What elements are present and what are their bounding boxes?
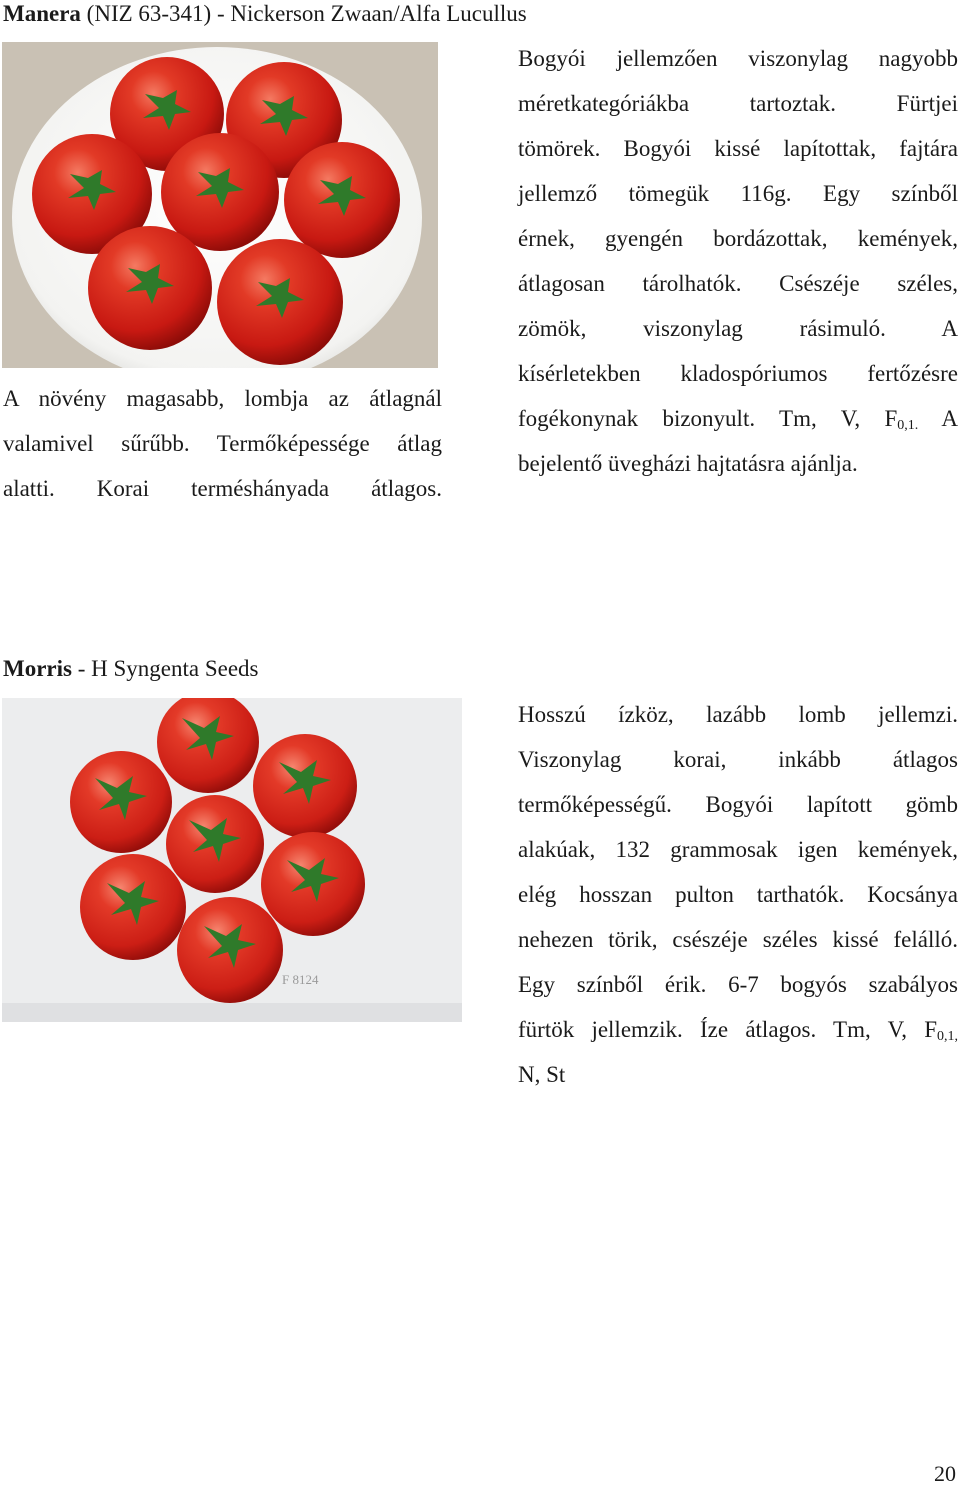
manera-resistance-text: fogékonynak bizonyult. Tm, V, F	[518, 406, 898, 431]
manera-desc-line: bejelentő üvegházi hajtatásra ajánlja.	[518, 451, 858, 476]
morris-description	[518, 692, 958, 1097]
morris-desc-line: elég hosszan pulton tarthatók. Kocsánya	[518, 882, 958, 907]
manera-desc-line: Bogyói jellemzően viszonylag nagyobb	[518, 46, 958, 71]
manera-subtitle: (NIZ 63-341) - Nickerson Zwaan/Alfa Lucullus	[80, 1, 527, 26]
morris-heading	[3, 655, 259, 683]
morris-resistance-line	[518, 1007, 958, 1052]
morris-photo-label: F 8124	[282, 972, 319, 987]
manera-desc-line: jellemző tömegük 116g. Egy színből	[518, 181, 958, 206]
manera-plant-line: valamivel sűrűbb. Termőképessége átlag	[3, 431, 442, 456]
manera-resistance-after: A	[918, 406, 959, 431]
manera-desc-line: tömörek. Bogyói kissé lapítottak, fajtára	[518, 136, 958, 161]
manera-description	[518, 36, 958, 486]
manera-resistance-sub: 0,1.	[897, 418, 919, 433]
manera-desc-line: zömök, viszonylag rásimuló. A	[518, 316, 958, 341]
manera-desc-line: érnek, gyengén bordázottak, kemények,	[518, 226, 958, 251]
morris-subtitle: - H Syngenta Seeds	[71, 656, 259, 681]
morris-desc-line: termőképességű. Bogyói lapított gömb	[518, 792, 958, 817]
morris-resistance-text: fürtök jellemzik. Íze átlagos. Tm, V, F	[518, 1017, 937, 1042]
page-number: 20	[934, 1461, 956, 1486]
morris-name: Morris	[3, 656, 72, 681]
morris-desc-line: Viszonylag korai, inkább átlagos	[518, 747, 958, 772]
manera-desc-line: átlagosan tárolhatók. Csészéje széles,	[518, 271, 958, 296]
morris-desc-line: Hosszú ízköz, lazább lomb jellemzi.	[518, 702, 958, 727]
morris-desc-line: Egy színből érik. 6-7 bogyós szabályos	[518, 972, 958, 997]
manera-plant-description	[3, 376, 442, 511]
morris-desc-line: N, St	[518, 1062, 566, 1087]
morris-desc-line: nehezen törik, csészéje széles kissé felálló.	[518, 927, 958, 952]
manera-plant-line: A növény magasabb, lombja az átlagnál	[3, 386, 442, 411]
manera-plant-line: alatti. Korai terméshányada átlagos.	[3, 476, 442, 501]
manera-desc-line: kísérletekben kladospóriumos fertőzésre	[518, 361, 958, 386]
morris-resistance-sub: 0,1,	[937, 1029, 958, 1044]
morris-desc-line: alakúak, 132 grammosak igen kemények,	[518, 837, 958, 862]
manera-photo	[2, 42, 438, 368]
manera-resistance-line	[518, 396, 958, 441]
manera-desc-line: méretkategóriákba tartoztak. Fürtjei	[518, 91, 958, 116]
manera-name: Manera	[3, 1, 81, 26]
morris-photo	[2, 698, 462, 1022]
manera-heading	[3, 0, 527, 28]
